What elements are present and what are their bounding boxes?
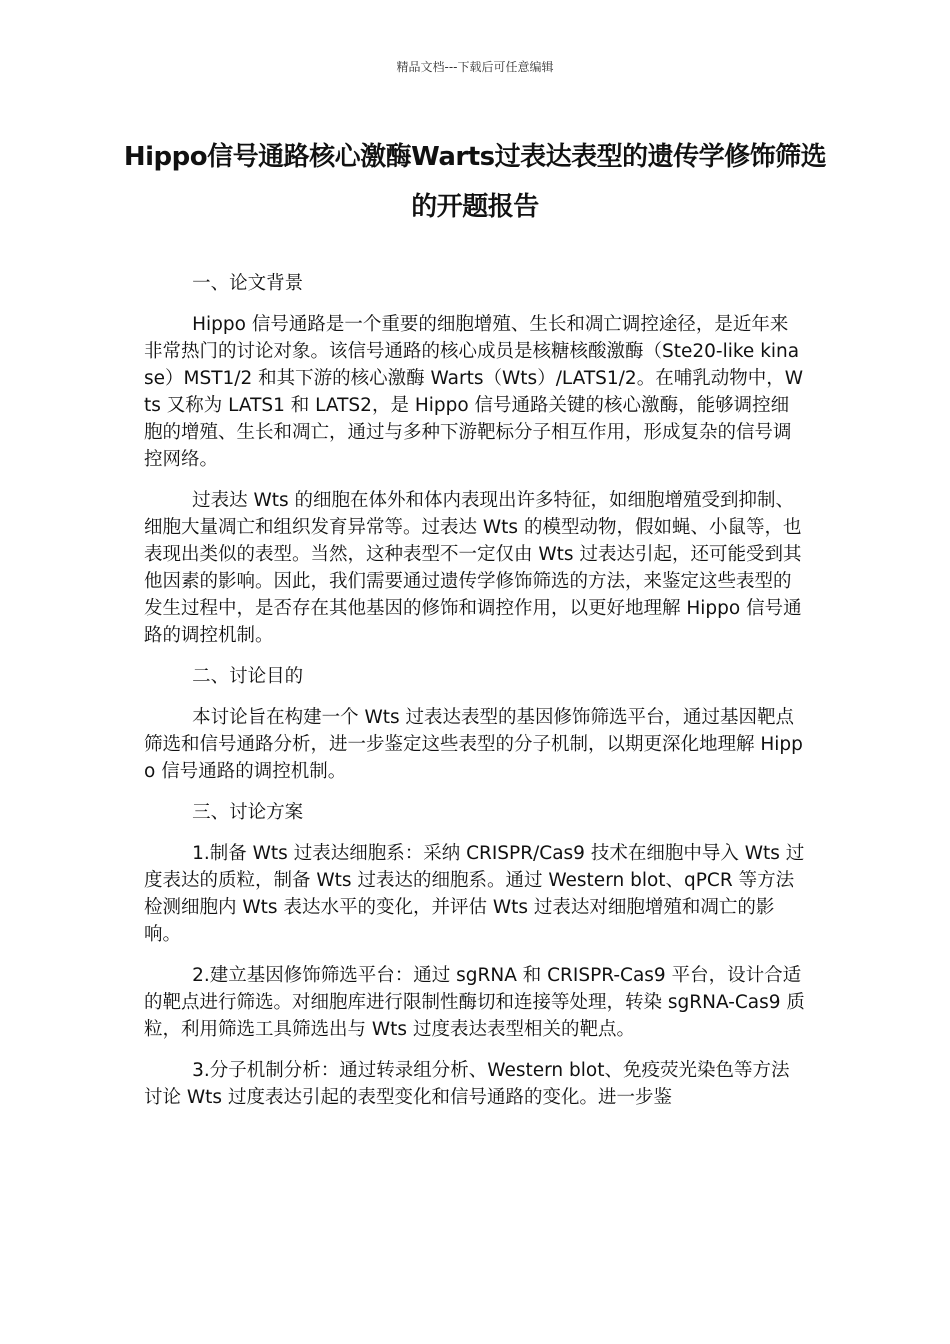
paragraph: Hippo 信号通路是一个重要的细胞增殖、生长和凋亡调控途径，是近年来非常热门的讨论对象。该信号通路的核心成员是核糖核酸激酶（Ste20-like kinase）MST1/2 和其下游的核心激酶 Warts（Wts）/LATS1/2。在哺乳动物中，Wts 又称为 LATS1 和 LATS2，是 Hippo 信号通路关键的核心激酶，能够调控细胞的增殖、生长和凋亡，通过与多种下游靶标分子相互作用，形成复杂的信号调控网络。 bbox=[144, 314, 803, 470]
document-title: Hippo信号通路核心激酶Warts过表达表型的遗传学修饰筛选的开题报告 bbox=[123, 142, 827, 222]
section-heading-plan: 三、讨论方案 bbox=[192, 802, 304, 823]
section-heading-background: 一、论文背景 bbox=[192, 273, 304, 294]
document-body bbox=[144, 270, 806, 1125]
paragraph: 2.建立基因修饰筛选平台：通过 sgRNA 和 CRISPR-Cas9 平台，设计合适的靶点进行筛选。对细胞库进行限制性酶切和连接等处理，转染 sgRNA-Cas9 质粒，利用筛选工具筛选出与 Wts 过度表达表型相关的靶点。 bbox=[144, 965, 805, 1040]
paragraph: 1.制备 Wts 过表达细胞系：采纳 CRISPR/Cas9 技术在细胞中导入 Wts 过度表达的质粒，制备 Wts 过表达的细胞系。通过 Western blot、qPCR 等方法检测细胞内 Wts 表达水平的变化，并评估 Wts 过表达对细胞增殖和凋亡的影响。 bbox=[144, 843, 805, 945]
paragraph: 3.分子机制分析：通过转录组分析、Western blot、免疫荧光染色等方法讨论 Wts 过度表达引起的表型变化和信号通路的变化。进一步鉴 bbox=[144, 1060, 790, 1108]
header-note: 精品文档---下载后可任意编辑 bbox=[396, 60, 554, 74]
section-heading-purpose: 二、讨论目的 bbox=[192, 666, 304, 687]
paragraph: 过表达 Wts 的细胞在体外和体内表现出许多特征，如细胞增殖受到抑制、细胞大量凋亡和组织发育异常等。过表达 Wts 的模型动物，假如蝇、小鼠等，也表现出类似的表型。当然，这种表型不一定仅由 Wts 过表达引起，还可能受到其他因素的影响。因此，我们需要通过遗传学修饰筛选的方法，来鉴定这些表型的发生过程中，是否存在其他基因的修饰和调控作用，以更好地理解 Hippo 信号通路的调控机制。 bbox=[144, 490, 802, 646]
paragraph: 本讨论旨在构建一个 Wts 过表达表型的基因修饰筛选平台，通过基因靶点筛选和信号通路分析，进一步鉴定这些表型的分子机制，以期更深化地理解 Hippo 信号通路的调控机制。 bbox=[144, 707, 803, 782]
